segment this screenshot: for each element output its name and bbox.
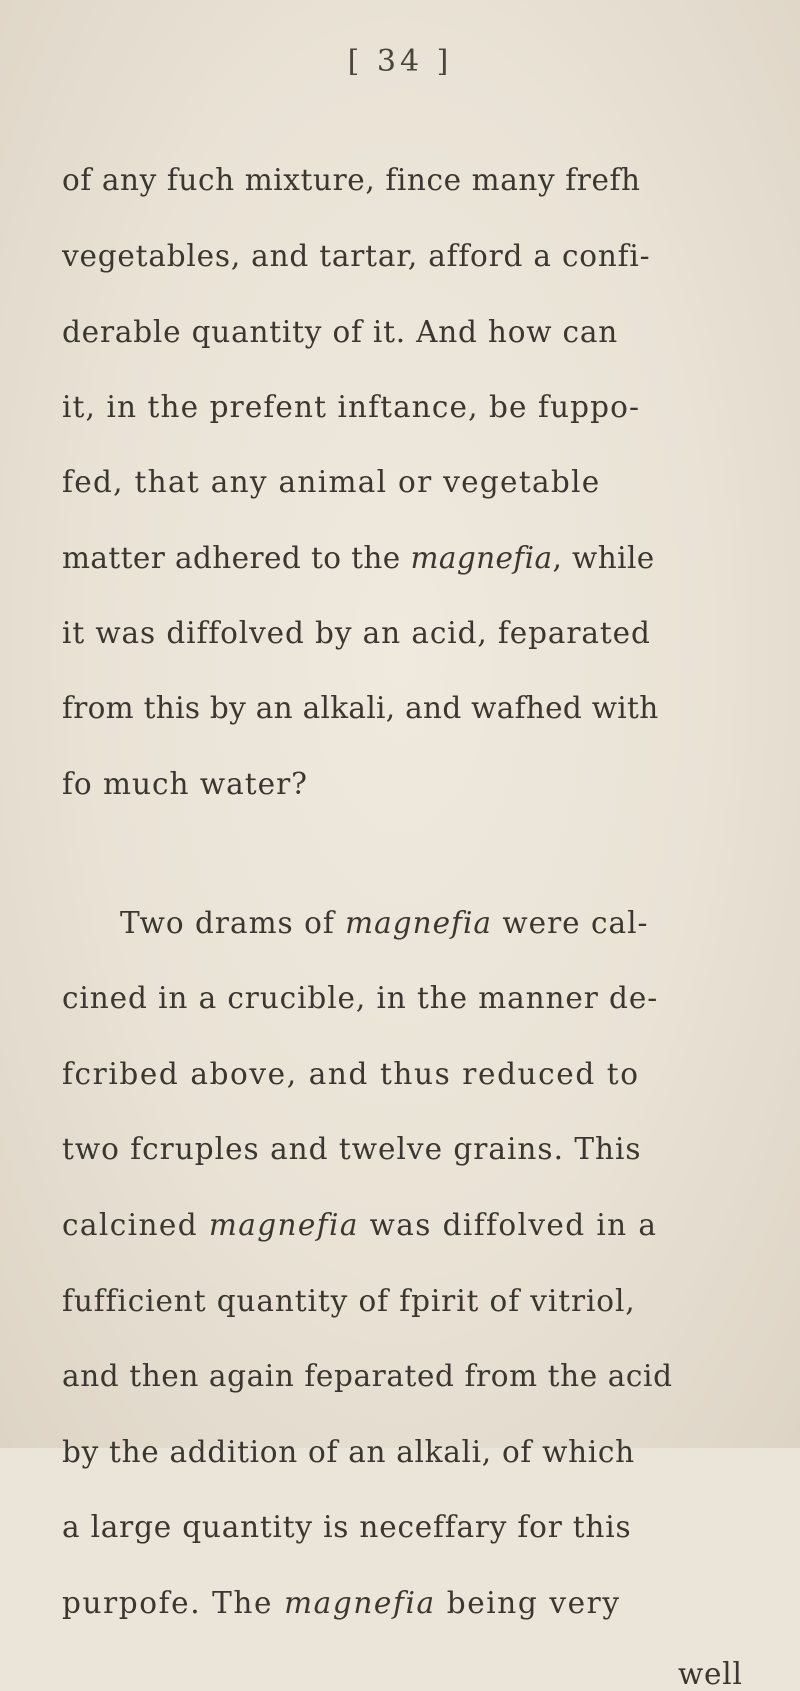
- page-number: [ 34 ]: [347, 44, 453, 79]
- text-line: a large quantity is neceffary for this: [62, 1510, 632, 1544]
- text-line: vegetables, and tartar, afford a confi-: [62, 239, 651, 273]
- text-line: cined in a crucible, in the manner de-: [62, 981, 659, 1015]
- text-line: of any fuch mixture, fince many frefh: [62, 163, 641, 197]
- text-line: by the addition of an alkali, of which: [62, 1435, 635, 1469]
- text-line: and then again feparated from the acid: [62, 1359, 673, 1393]
- text-line: purpofe. The magnefia being very: [62, 1586, 621, 1620]
- text-line: it, in the prefent inftance, be fuppo-: [62, 390, 641, 424]
- text-line: fed, that any animal or vegetable: [62, 465, 601, 499]
- text-line: it was diffolved by an acid, feparated: [62, 616, 651, 650]
- italic-term: magnefia: [208, 1208, 359, 1242]
- text-line: fufficient quantity of fpirit of vitriol,: [62, 1284, 636, 1318]
- text-line: Two drams of magnefia were cal-: [120, 906, 649, 940]
- catchword: well: [678, 1657, 743, 1691]
- text-line: matter adhered to the magnefia, while: [62, 541, 655, 575]
- italic-term: magnefia: [410, 541, 553, 575]
- text-line: fcribed above, and thus reduced to: [62, 1057, 640, 1091]
- italic-term: magnefia: [345, 906, 492, 940]
- text-line: calcined magnefia was diffolved in a: [62, 1208, 658, 1242]
- text-line: fo much water?: [62, 767, 308, 801]
- italic-term: magnefia: [284, 1586, 436, 1620]
- text-line: from this by an alkali, and wafhed with: [62, 691, 659, 725]
- text-line: two fcruples and twelve grains. This: [62, 1132, 642, 1166]
- text-line: derable quantity of it. And how can: [62, 315, 619, 349]
